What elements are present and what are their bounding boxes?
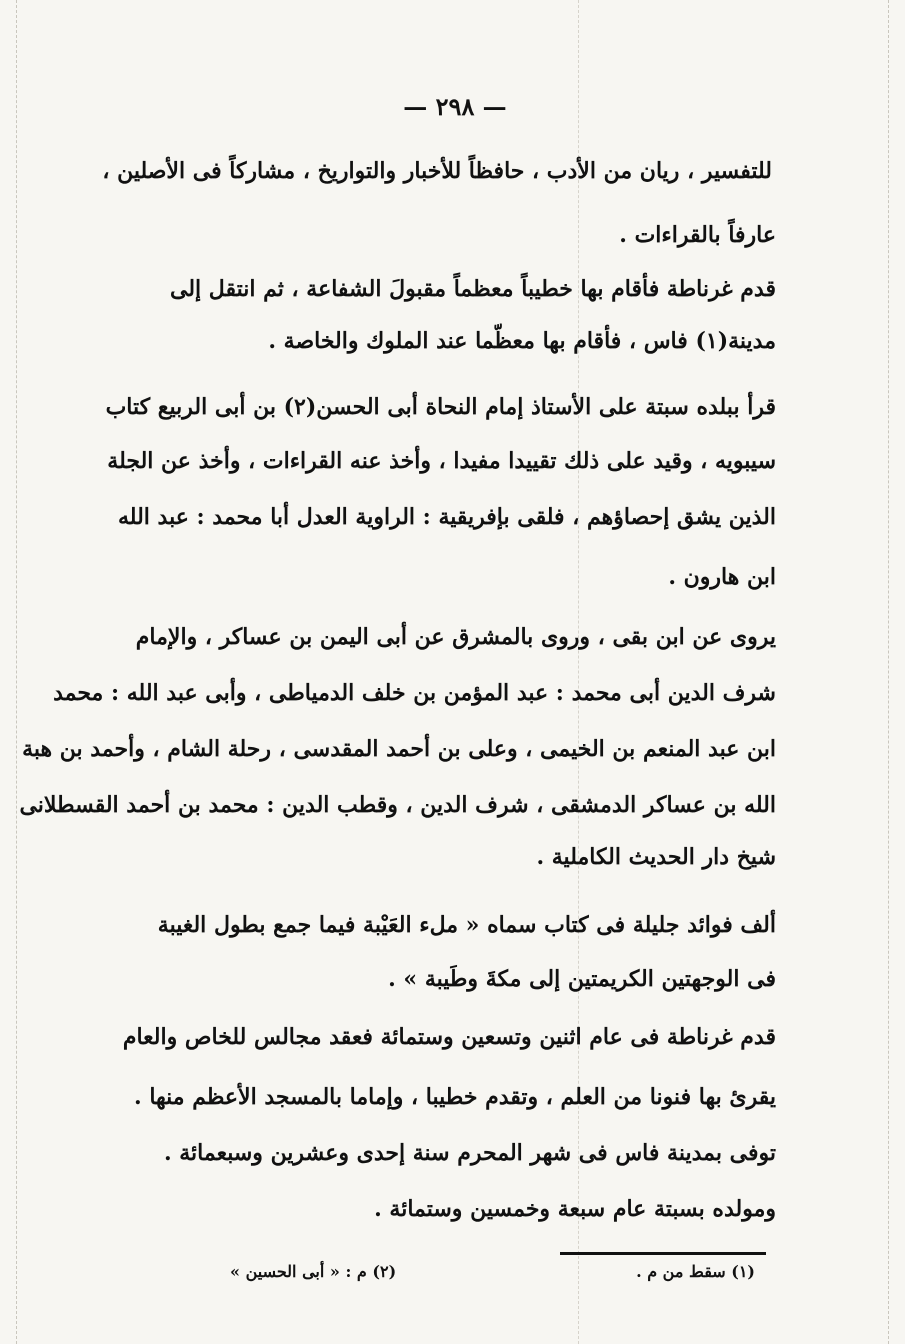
body-text	[19, 0, 776, 1344]
text-line: عارفاً بالقراءات .	[619, 222, 776, 248]
footnote-separator	[560, 1252, 766, 1255]
text-line: سيبويه ، وقيد على ذلك تقييدا مفيدا ، وأخذ عنه القراءات ، وأخذ عن الجلة	[107, 448, 776, 474]
text-line: شيخ دار الحديث الكاملية .	[536, 844, 776, 870]
text-line: الذين يشق إحصاؤهم ، فلقى بإفريقية : الراوية العدل أبا محمد : عبد الله	[117, 504, 776, 530]
text-line: ومولده بسبتة عام سبعة وخمسين وستمائة .	[374, 1196, 776, 1222]
text-line: الله بن عساكر الدمشقى ، شرف الدين ، وقطب الدين : محمد بن أحمد القسطلانى	[19, 792, 776, 818]
text-line: يقرئ بها فنونا من العلم ، وتقدم خطيبا ، وإماما بالمسجد الأعظم منها .	[134, 1084, 776, 1110]
text-line: ألف فوائد جليلة فى كتاب سماه « ملء العَيْبة فيما جمع بطول الغيبة	[157, 912, 776, 938]
text-line: يروى عن ابن بقى ، وروى بالمشرق عن أبى اليمن بن عساكر ، والإمام	[135, 624, 776, 650]
text-line: توفى بمدينة فاس فى شهر المحرم سنة إحدى وعشرين وسبعمائة .	[163, 1140, 776, 1166]
scan-guide-line	[16, 0, 17, 1344]
text-line: ابن عبد المنعم بن الخيمى ، وعلى بن أحمد المقدسى ، رحلة الشام ، وأحمد بن هبة	[22, 736, 776, 762]
page-number: — ٢٩٨ —	[403, 92, 507, 121]
text-line: قرأ ببلده سبتة على الأستاذ إمام النحاة أبى الحسن(٢) بن أبى الربيع كتاب	[105, 394, 776, 420]
text-line: قدم غرناطة فى عام اثنين وتسعين وستمائة فعقد مجالس للخاص والعام	[122, 1024, 776, 1050]
text-line: قدم غرناطة فأقام بها خطيباً معظماً مقبولَ الشفاعة ، ثم انتقل إلى	[169, 276, 776, 302]
footnote-right: (١) سقط من م .	[636, 1262, 755, 1281]
text-line: ابن هارون .	[668, 564, 776, 590]
text-line: مدينة(١) فاس ، فأقام بها معظّما عند الملوك والخاصة .	[268, 328, 776, 354]
scan-guide-line	[888, 0, 889, 1344]
text-line: للتفسير ، ريان من الأدب ، حافظاً للأخبار والتواريخ ، مشاركاً فى الأصلين ،	[102, 158, 772, 184]
text-line: شرف الدين أبى محمد : عبد المؤمن بن خلف الدمياطى ، وأبى عبد الله : محمد	[53, 680, 776, 706]
text-line: فى الوجهتين الكريمتين إلى مكةَ وطَيبة » .	[388, 966, 776, 992]
footnote-left: (٢) م : « أبى الحسين »	[230, 1262, 397, 1281]
